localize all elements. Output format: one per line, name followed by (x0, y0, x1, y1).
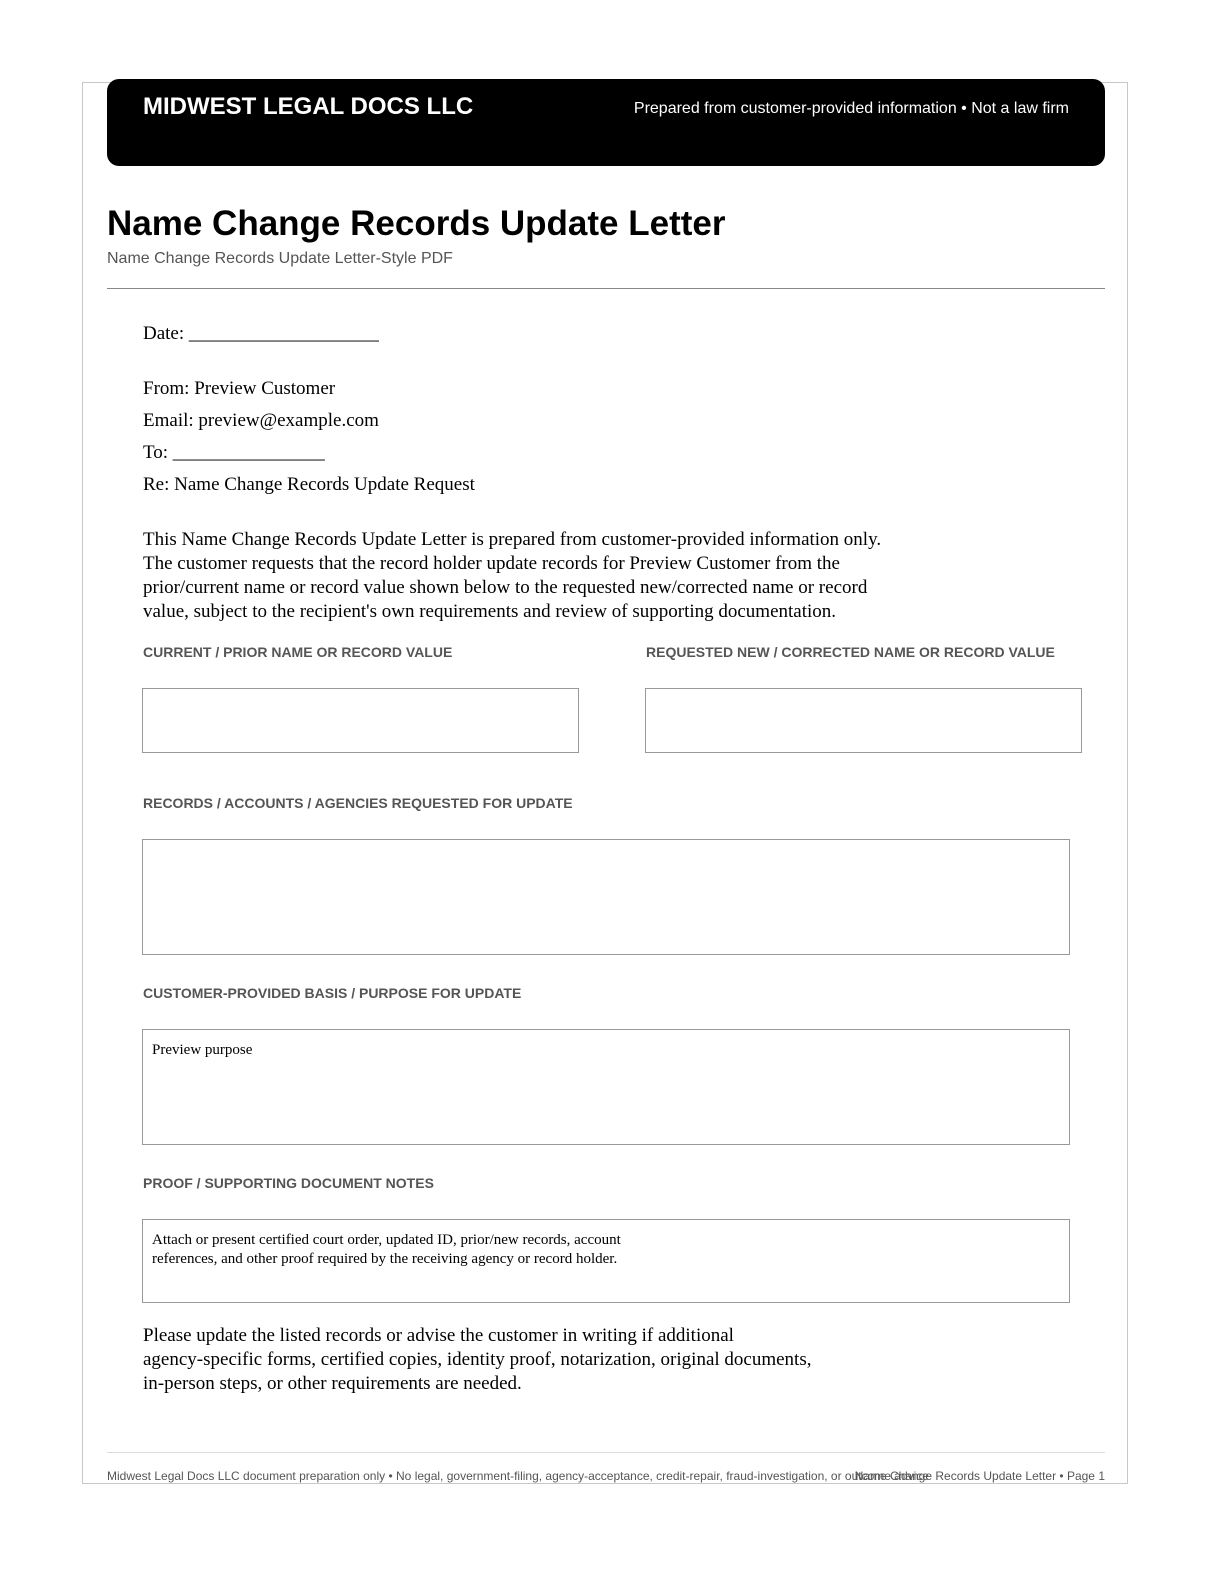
requested-name-label: REQUESTED NEW / CORRECTED NAME OR RECORD VALUE (646, 644, 1055, 660)
current-name-field[interactable] (142, 688, 579, 753)
header-tagline: Prepared from customer-provided information • Not a law firm (633, 100, 1069, 117)
footer-page-label: Name Change Records Update Letter • Page 1 (854, 1469, 1105, 1483)
date-line: Date: ____________________ (143, 323, 379, 344)
intro-line: This Name Change Records Update Letter is prepared from customer-provided information only. (143, 529, 882, 550)
header-bar (107, 79, 1105, 166)
basis-label: CUSTOMER-PROVIDED BASIS / PURPOSE FOR UPDATE (143, 985, 522, 1001)
records-field[interactable] (142, 839, 1070, 955)
proof-value (152, 1231, 621, 1269)
proof-label: PROOF / SUPPORTING DOCUMENT NOTES (143, 1175, 434, 1191)
records-label: RECORDS / ACCOUNTS / AGENCIES REQUESTED FOR UPDATE (143, 795, 573, 811)
closing-line: agency-specific forms, certified copies, identity proof, notarization, original documents, (143, 1349, 812, 1370)
closing-line: Please update the listed records or advise the customer in writing if additional (143, 1325, 734, 1346)
document-title: Name Change Records Update Letter (107, 204, 726, 243)
current-name-label: CURRENT / PRIOR NAME OR RECORD VALUE (143, 644, 453, 660)
requested-name-field[interactable] (645, 688, 1082, 753)
intro-paragraph (143, 528, 881, 624)
closing-paragraph (143, 1324, 811, 1396)
intro-line: prior/current name or record value shown below to the requested new/corrected name or record (143, 577, 868, 598)
proof-line: references, and other proof required by the receiving agency or record holder. (152, 1251, 618, 1267)
company-name: MIDWEST LEGAL DOCS LLC (143, 93, 474, 120)
title-divider (107, 288, 1105, 289)
email-line: Email: preview@example.com (143, 410, 379, 431)
re-line: Re: Name Change Records Update Request (143, 474, 475, 495)
closing-line: in-person steps, or other requirements are needed. (143, 1373, 522, 1394)
footer-disclaimer: Midwest Legal Docs LLC document preparation only • No legal, government-filing, agency-acceptance, credit-repair, fraud-investigation, or outcome advice (107, 1469, 929, 1483)
intro-line: The customer requests that the record holder update records for Preview Customer from the (143, 553, 840, 574)
basis-field[interactable] (142, 1029, 1070, 1145)
to-line: To: ________________ (143, 442, 325, 463)
basis-value: Preview purpose (152, 1042, 253, 1058)
document-subtitle: Name Change Records Update Letter-Style PDF (107, 250, 453, 267)
proof-line: Attach or present certified court order, updated ID, prior/new records, account (152, 1232, 621, 1248)
footer-divider (107, 1452, 1105, 1453)
proof-field[interactable] (142, 1219, 1070, 1303)
intro-line: value, subject to the recipient's own requirements and review of supporting documentation. (143, 601, 837, 622)
from-line: From: Preview Customer (143, 378, 336, 399)
